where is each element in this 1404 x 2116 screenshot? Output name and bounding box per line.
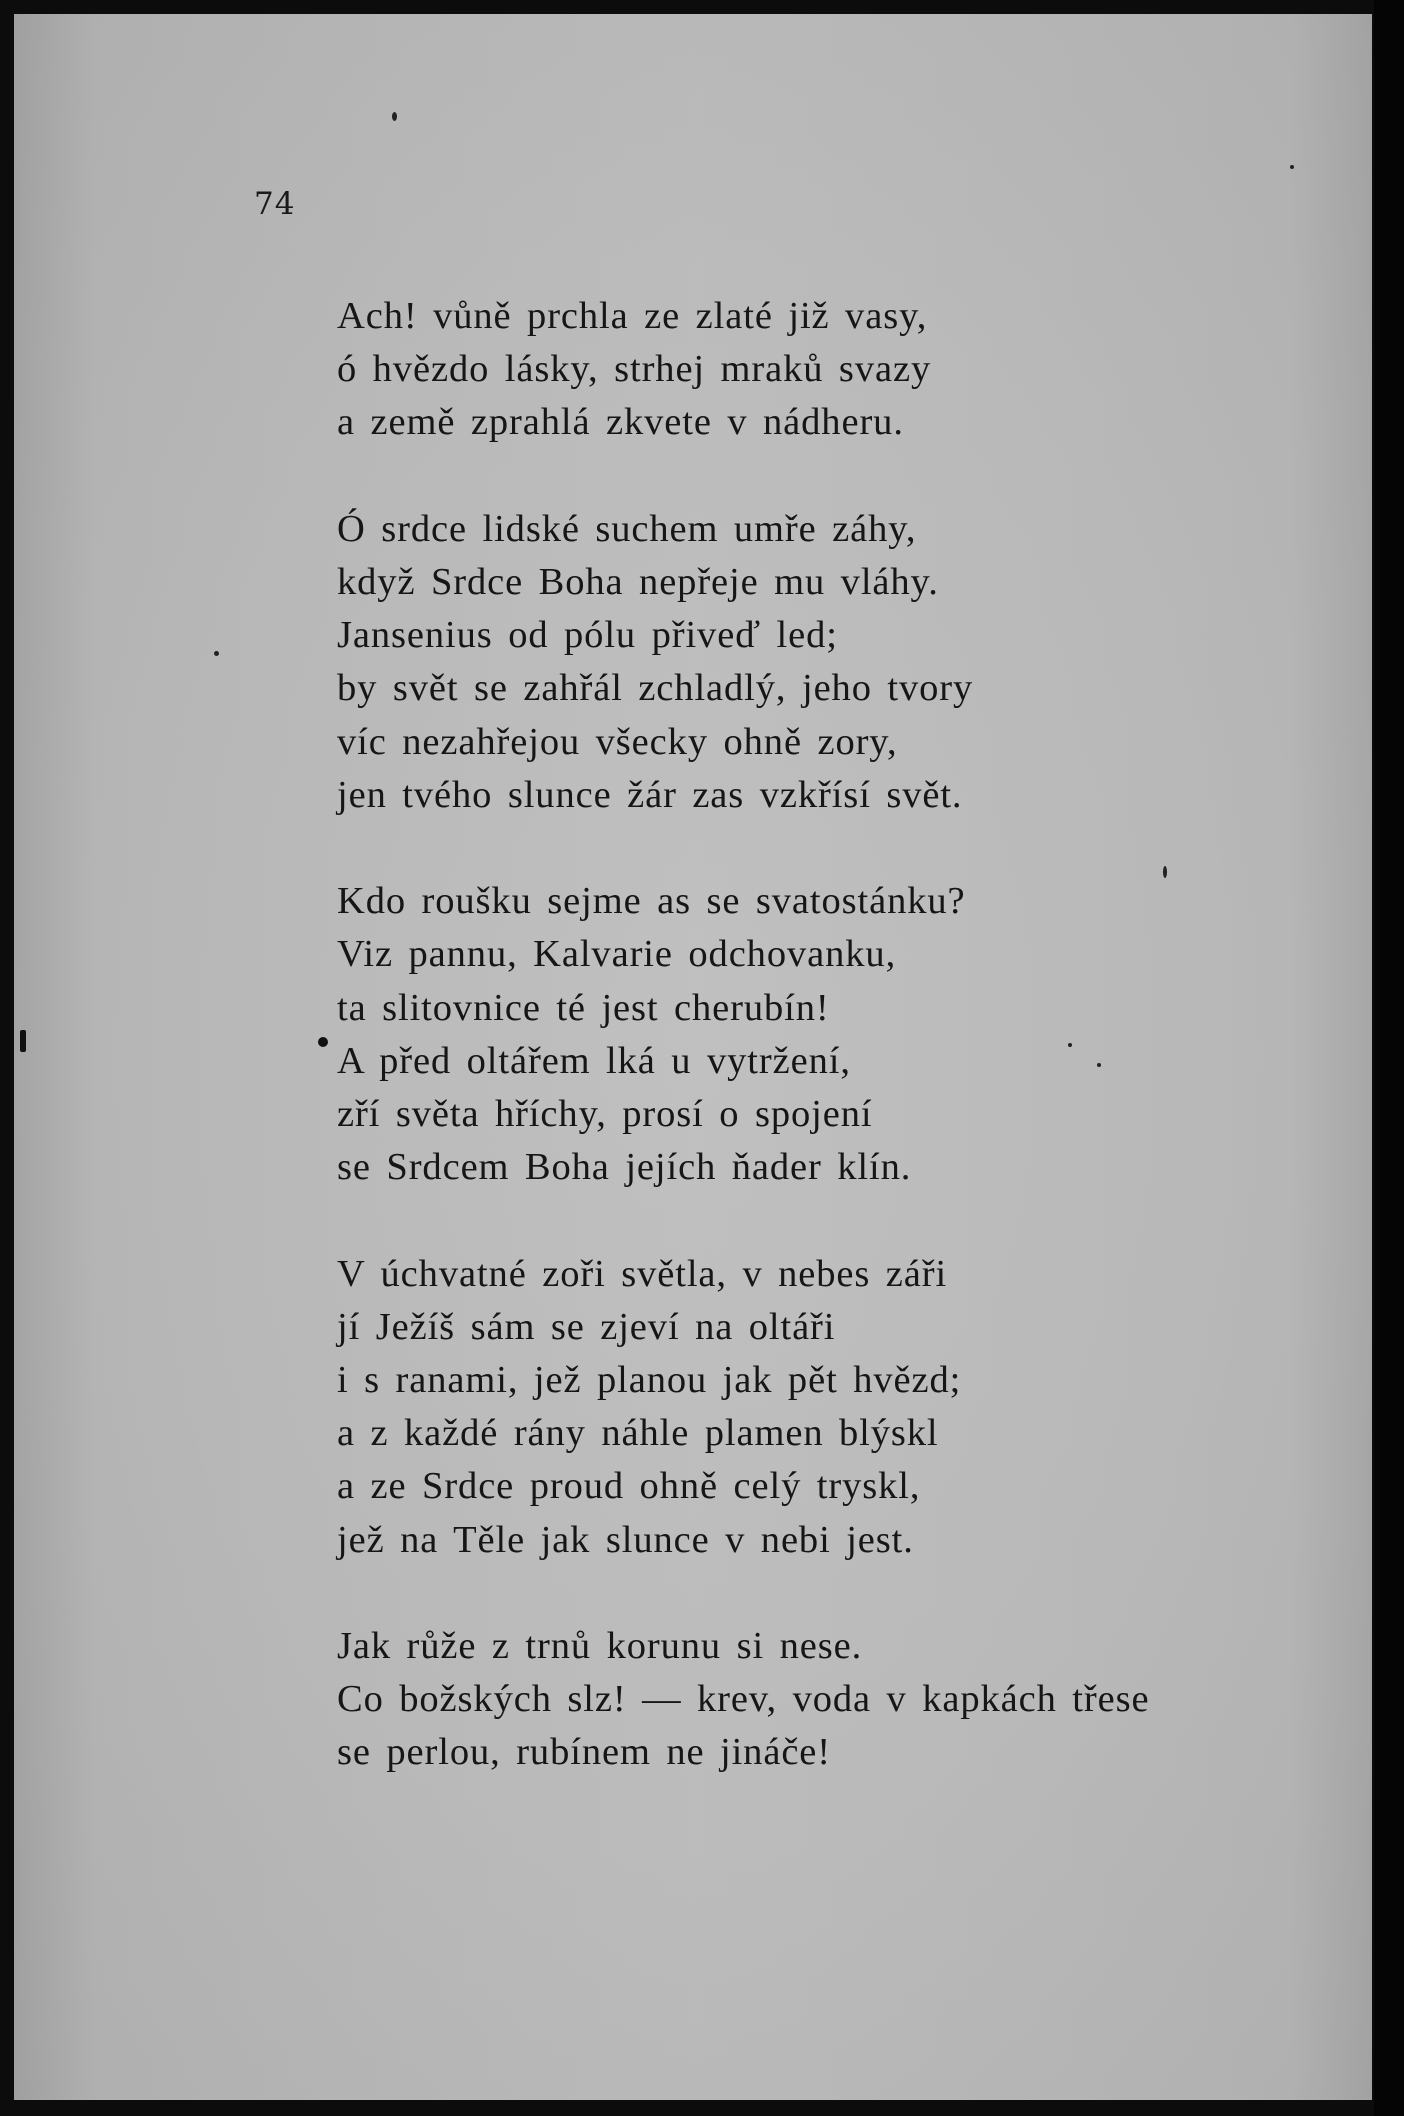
scan-edge-shadow [1374,0,1404,2116]
dust-speck [392,112,397,121]
poem-line: by svět se zahřál zchladlý, jeho tvory [337,667,974,710]
poem-line: se Srdcem Boha jejích ňader klín. [337,1146,912,1189]
poem-line: Kdo roušku sejme as se svatostánku? [337,880,966,923]
poem-line: a z každé rány náhle plamen blýskl [337,1412,939,1455]
poem-line: i s ranami, jež planou jak pět hvězd; [337,1359,962,1402]
poem-line: Jak růže z trnů korunu si nese. [337,1625,863,1668]
poem-line: Ach! vůně prchla ze zlaté již vasy, [337,295,928,337]
poem-line: ta slitovnice té jest cherubín! [337,986,830,1029]
stanza-4 [337,1248,1257,1567]
dust-speck [20,1030,26,1052]
poem-line: Viz pannu, Kalvarie odchovanku, [337,933,897,976]
poem-line: a ze Srdce proud ohně celý tryskl, [337,1465,921,1508]
dust-speck [214,651,219,656]
dust-speck [318,1037,328,1047]
stanza-3 [337,875,1257,1194]
stanza-5 [337,1620,1257,1780]
poem-line: víc nezahřejou všecky ohně zory, [337,720,898,763]
stanza-2 [337,503,1257,822]
stanza-1 [337,290,1257,450]
poem-text [337,290,1257,1833]
poem-line: se perlou, rubínem ne jináče! [337,1731,832,1774]
poem-line: Jansenius od pólu přiveď led; [337,614,838,657]
poem-line: ó hvězdo lásky, strhej mraků svazy [337,348,932,391]
dust-speck [1290,165,1294,169]
page-number: 74 [254,186,296,222]
poem-line: jí Ježíš sám se zjeví na oltáři [337,1305,836,1348]
poem-line: V úchvatné zoři světla, v nebes záři [337,1252,948,1295]
poem-line: zří světa hříchy, prosí o spojení [337,1093,873,1136]
poem-line: A před oltářem lká u vytržení, [337,1039,851,1082]
poem-line: když Srdce Boha nepřeje mu vláhy. [337,561,939,603]
poem-line: jen tvého slunce žár zas vzkřísí svět. [337,773,963,816]
poem-line: Co božských slz! — krev, voda v kapkách třese [337,1678,1150,1721]
poem-line: jež na Těle jak slunce v nebi jest. [337,1518,914,1561]
poem-line: a země zprahlá zkvete v nádheru. [337,401,904,444]
poem-line: Ó srdce lidské suchem umře záhy, [337,507,917,550]
